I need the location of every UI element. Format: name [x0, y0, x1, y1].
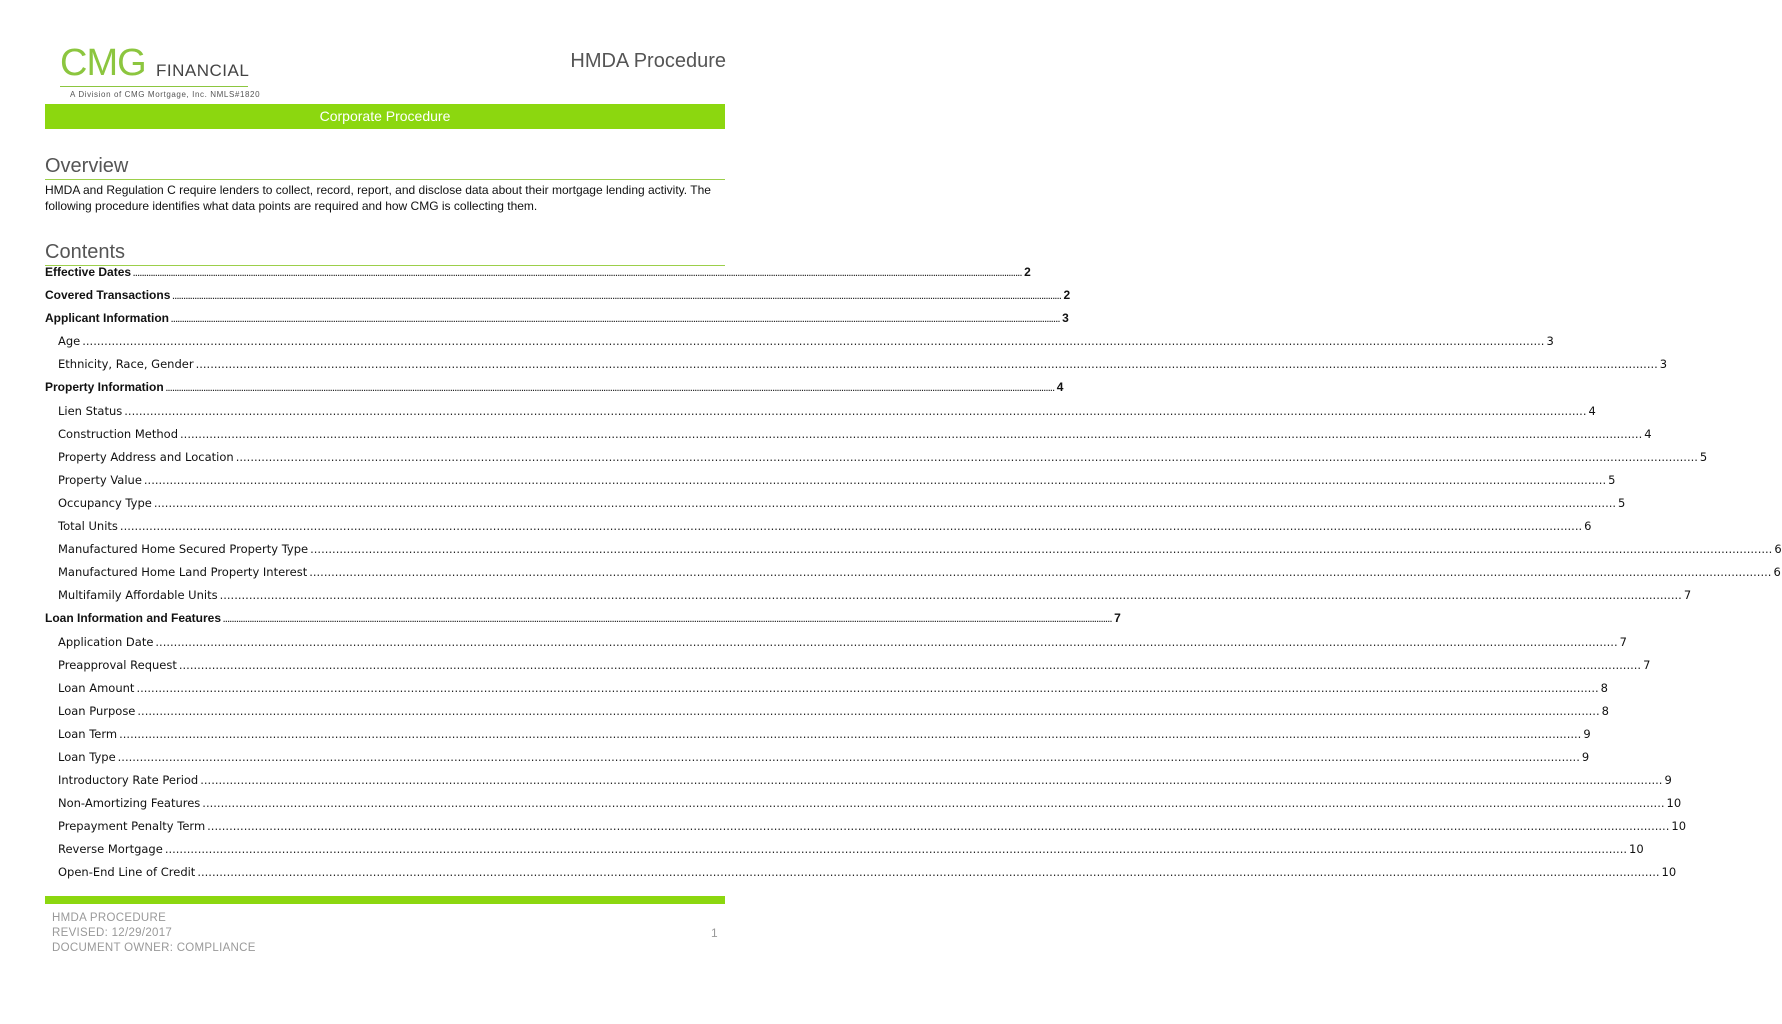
toc-entry-label: Application Date: [58, 634, 154, 649]
toc-leader-dots: ................................................................................................................................................................................................................................................................................................................................................................................................................: [223, 615, 1113, 625]
toc-entry-page: 3: [1546, 334, 1554, 349]
toc-entry-label: Loan Information and Features: [45, 611, 222, 626]
toc-entry-label: Effective Dates: [45, 265, 132, 279]
toc-entry-page: 6: [1774, 542, 1782, 557]
toc-entry[interactable]: [45, 703, 1609, 727]
toc-entry-page: 10: [1629, 842, 1644, 857]
toc-entry[interactable]: [45, 726, 1591, 750]
toc-entry[interactable]: [45, 749, 1590, 773]
toc-entry-label: Age: [58, 334, 81, 349]
toc-leader-dots: ................................................................................................................................................................................................................................................................................................................................................................................................................: [153, 495, 1617, 510]
toc-entry-label: Multifamily Affordable Units: [58, 588, 218, 603]
toc-entry[interactable]: [45, 657, 1651, 681]
overview-paragraph: HMDA and Regulation C require lenders to collect, record, report, and disclose data about their mortgage lending activity. The following procedure identifies what data points are required and how CMG is collecting them.: [45, 183, 711, 213]
toc-leader-dots: ................................................................................................................................................................................................................................................................................................................................................................................................................: [171, 315, 1061, 325]
table-of-contents: [45, 265, 1782, 889]
toc-entry-page: 3: [1062, 311, 1069, 326]
toc-leader-dots: ................................................................................................................................................................................................................................................................................................................................................................................................................: [155, 634, 1618, 649]
toc-entry-label: Non-Amortizing Features: [58, 796, 201, 811]
toc-entry-page: 9: [1664, 773, 1672, 788]
toc-entry[interactable]: [45, 796, 1682, 819]
toc-entry-page: 4: [1588, 403, 1596, 418]
toc-leader-dots: ................................................................................................................................................................................................................................................................................................................................................................................................................: [309, 565, 1772, 580]
toc-entry-page: 5: [1699, 449, 1708, 464]
toc-entry[interactable]: [45, 265, 1031, 288]
toc-entry-label: Lien Status: [58, 403, 123, 418]
overview-heading: Overview: [45, 155, 129, 177]
footer-revised: REVISED: 12/29/2017: [52, 927, 173, 939]
toc-entry-page: 8: [1601, 703, 1609, 718]
toc-entry-label: Introductory Rate Period: [58, 773, 199, 788]
toc-entry-page: 5: [1608, 472, 1616, 487]
logo-subtitle: A Division of CMG Mortgage, Inc. NMLS#1820: [70, 90, 261, 99]
toc-entry[interactable]: [45, 334, 1554, 357]
toc-leader-dots: ................................................................................................................................................................................................................................................................................................................................................................................................................: [180, 426, 1643, 441]
toc-entry-page: 7: [1643, 657, 1651, 672]
toc-entry-label: Loan Amount: [58, 680, 135, 695]
toc-entry-label: Covered Transactions: [45, 288, 171, 303]
toc-leader-dots: ................................................................................................................................................................................................................................................................................................................................................................................................................: [197, 865, 1660, 880]
toc-leader-dots: ................................................................................................................................................................................................................................................................................................................................................................................................................: [207, 819, 1670, 834]
toc-entry-page: 6: [1584, 519, 1592, 534]
toc-leader-dots: ................................................................................................................................................................................................................................................................................................................................................................................................................: [200, 773, 1663, 788]
toc-entry-page: 2: [1063, 288, 1071, 303]
toc-entry[interactable]: [45, 403, 1596, 427]
toc-leader-dots: ................................................................................................................................................................................................................................................................................................................................................................................................................: [124, 403, 1587, 418]
footer-accent-bar: [45, 896, 725, 904]
toc-entry[interactable]: [45, 773, 1672, 796]
toc-entry[interactable]: [45, 634, 1627, 658]
toc-entry-label: Applicant Information: [45, 311, 169, 326]
toc-leader-dots: ................................................................................................................................................................................................................................................................................................................................................................................................................: [117, 749, 1580, 764]
toc-entry-label: Property Value: [58, 472, 142, 487]
page-number: 1: [711, 926, 718, 940]
toc-entry[interactable]: [45, 680, 1608, 704]
toc-entry-page: 10: [1666, 796, 1682, 811]
toc-leader-dots: ................................................................................................................................................................................................................................................................................................................................................................................................................: [202, 796, 1665, 811]
toc-entry-label: Total Units: [58, 519, 118, 534]
toc-entry-label: Preapproval Request: [58, 657, 177, 672]
toc-entry[interactable]: [45, 611, 1121, 634]
toc-entry-page: 7: [1114, 611, 1121, 626]
overview-divider: [45, 179, 725, 180]
toc-leader-dots: ................................................................................................................................................................................................................................................................................................................................................................................................................: [195, 357, 1658, 372]
logo-financial-text: FINANCIAL: [156, 61, 250, 80]
toc-entry[interactable]: [45, 542, 1782, 565]
toc-entry-label: Construction Method: [58, 426, 179, 441]
toc-entry[interactable]: [45, 426, 1652, 450]
toc-entry-page: 4: [1644, 426, 1652, 441]
footer-owner: DOCUMENT OWNER: COMPLIANCE: [52, 942, 256, 954]
toc-entry-page: 10: [1671, 819, 1687, 834]
toc-entry-page: 9: [1583, 726, 1591, 741]
toc-entry[interactable]: [45, 357, 1668, 380]
toc-leader-dots: ................................................................................................................................................................................................................................................................................................................................................................................................................: [310, 542, 1773, 557]
toc-entry-label: Loan Type: [58, 749, 116, 764]
toc-entry-page: 4: [1056, 380, 1064, 395]
toc-leader-dots: ................................................................................................................................................................................................................................................................................................................................................................................................................: [137, 703, 1600, 718]
contents-heading: Contents: [45, 241, 126, 263]
toc-entry[interactable]: [45, 565, 1781, 588]
toc-entry-label: Occupancy Type: [58, 495, 152, 510]
toc-leader-dots: ................................................................................................................................................................................................................................................................................................................................................................................................................: [164, 842, 1628, 857]
toc-entry-page: 2: [1024, 265, 1031, 279]
toc-entry-page: 5: [1618, 495, 1626, 510]
toc-entry-label: Reverse Mortgage: [58, 842, 163, 857]
toc-leader-dots: ................................................................................................................................................................................................................................................................................................................................................................................................................: [82, 334, 1545, 349]
toc-entry-label: Prepayment Penalty Term: [58, 819, 206, 834]
logo-divider: [60, 86, 248, 87]
toc-entry[interactable]: [45, 495, 1626, 519]
toc-leader-dots: ................................................................................................................................................................................................................................................................................................................................................................................................................: [136, 680, 1599, 695]
toc-entry-label: Loan Term: [58, 726, 118, 741]
toc-entry[interactable]: [45, 819, 1687, 842]
toc-leader-dots: ................................................................................................................................................................................................................................................................................................................................................................................................................: [165, 384, 1055, 394]
toc-entry[interactable]: [45, 842, 1644, 865]
toc-entry-page: 9: [1581, 749, 1590, 764]
toc-leader-dots: ................................................................................................................................................................................................................................................................................................................................................................................................................: [235, 449, 1698, 464]
toc-entry-page: 6: [1773, 565, 1781, 580]
toc-entry[interactable]: [45, 288, 1071, 311]
toc-entry[interactable]: [45, 472, 1616, 496]
toc-leader-dots: ................................................................................................................................................................................................................................................................................................................................................................................................................: [133, 269, 1023, 278]
toc-entry-label: Open-End Line of Credit: [58, 865, 196, 880]
toc-entry-label: Property Information: [45, 380, 164, 395]
document-title: HMDA Procedure: [570, 50, 726, 72]
toc-entry-page: 3: [1659, 357, 1668, 372]
cmg-financial-logo: [60, 42, 260, 102]
toc-entry-label: Property Address and Location: [58, 449, 234, 464]
toc-leader-dots: ................................................................................................................................................................................................................................................................................................................................................................................................................: [178, 657, 1642, 672]
toc-entry-label: Loan Purpose: [58, 703, 136, 718]
toc-entry-page: 10: [1661, 865, 1677, 880]
toc-entry-label: Manufactured Home Land Property Interest: [58, 565, 308, 580]
toc-entry-label: Ethnicity, Race, Gender: [58, 357, 194, 372]
toc-entry-page: 7: [1683, 588, 1692, 603]
toc-leader-dots: ................................................................................................................................................................................................................................................................................................................................................................................................................: [219, 588, 1682, 603]
toc-leader-dots: ................................................................................................................................................................................................................................................................................................................................................................................................................: [143, 472, 1607, 487]
toc-entry-page: 7: [1619, 634, 1627, 649]
toc-entry-page: 8: [1600, 680, 1608, 695]
toc-leader-dots: ................................................................................................................................................................................................................................................................................................................................................................................................................: [119, 726, 1582, 741]
toc-entry[interactable]: [45, 380, 1064, 403]
toc-entry[interactable]: [45, 865, 1677, 888]
footer-info: [52, 911, 256, 956]
footer-doc-name: HMDA PROCEDURE: [52, 912, 167, 924]
toc-leader-dots: ................................................................................................................................................................................................................................................................................................................................................................................................................: [172, 292, 1062, 302]
corporate-procedure-band: Corporate Procedure: [45, 104, 725, 129]
logo-cmg-text: CMG: [60, 42, 146, 84]
toc-entry[interactable]: [45, 588, 1692, 611]
toc-entry-label: Manufactured Home Secured Property Type: [58, 542, 309, 557]
toc-entry[interactable]: [45, 519, 1592, 542]
toc-leader-dots: ................................................................................................................................................................................................................................................................................................................................................................................................................: [119, 519, 1583, 534]
toc-entry[interactable]: [45, 311, 1069, 334]
toc-entry[interactable]: [45, 449, 1708, 473]
